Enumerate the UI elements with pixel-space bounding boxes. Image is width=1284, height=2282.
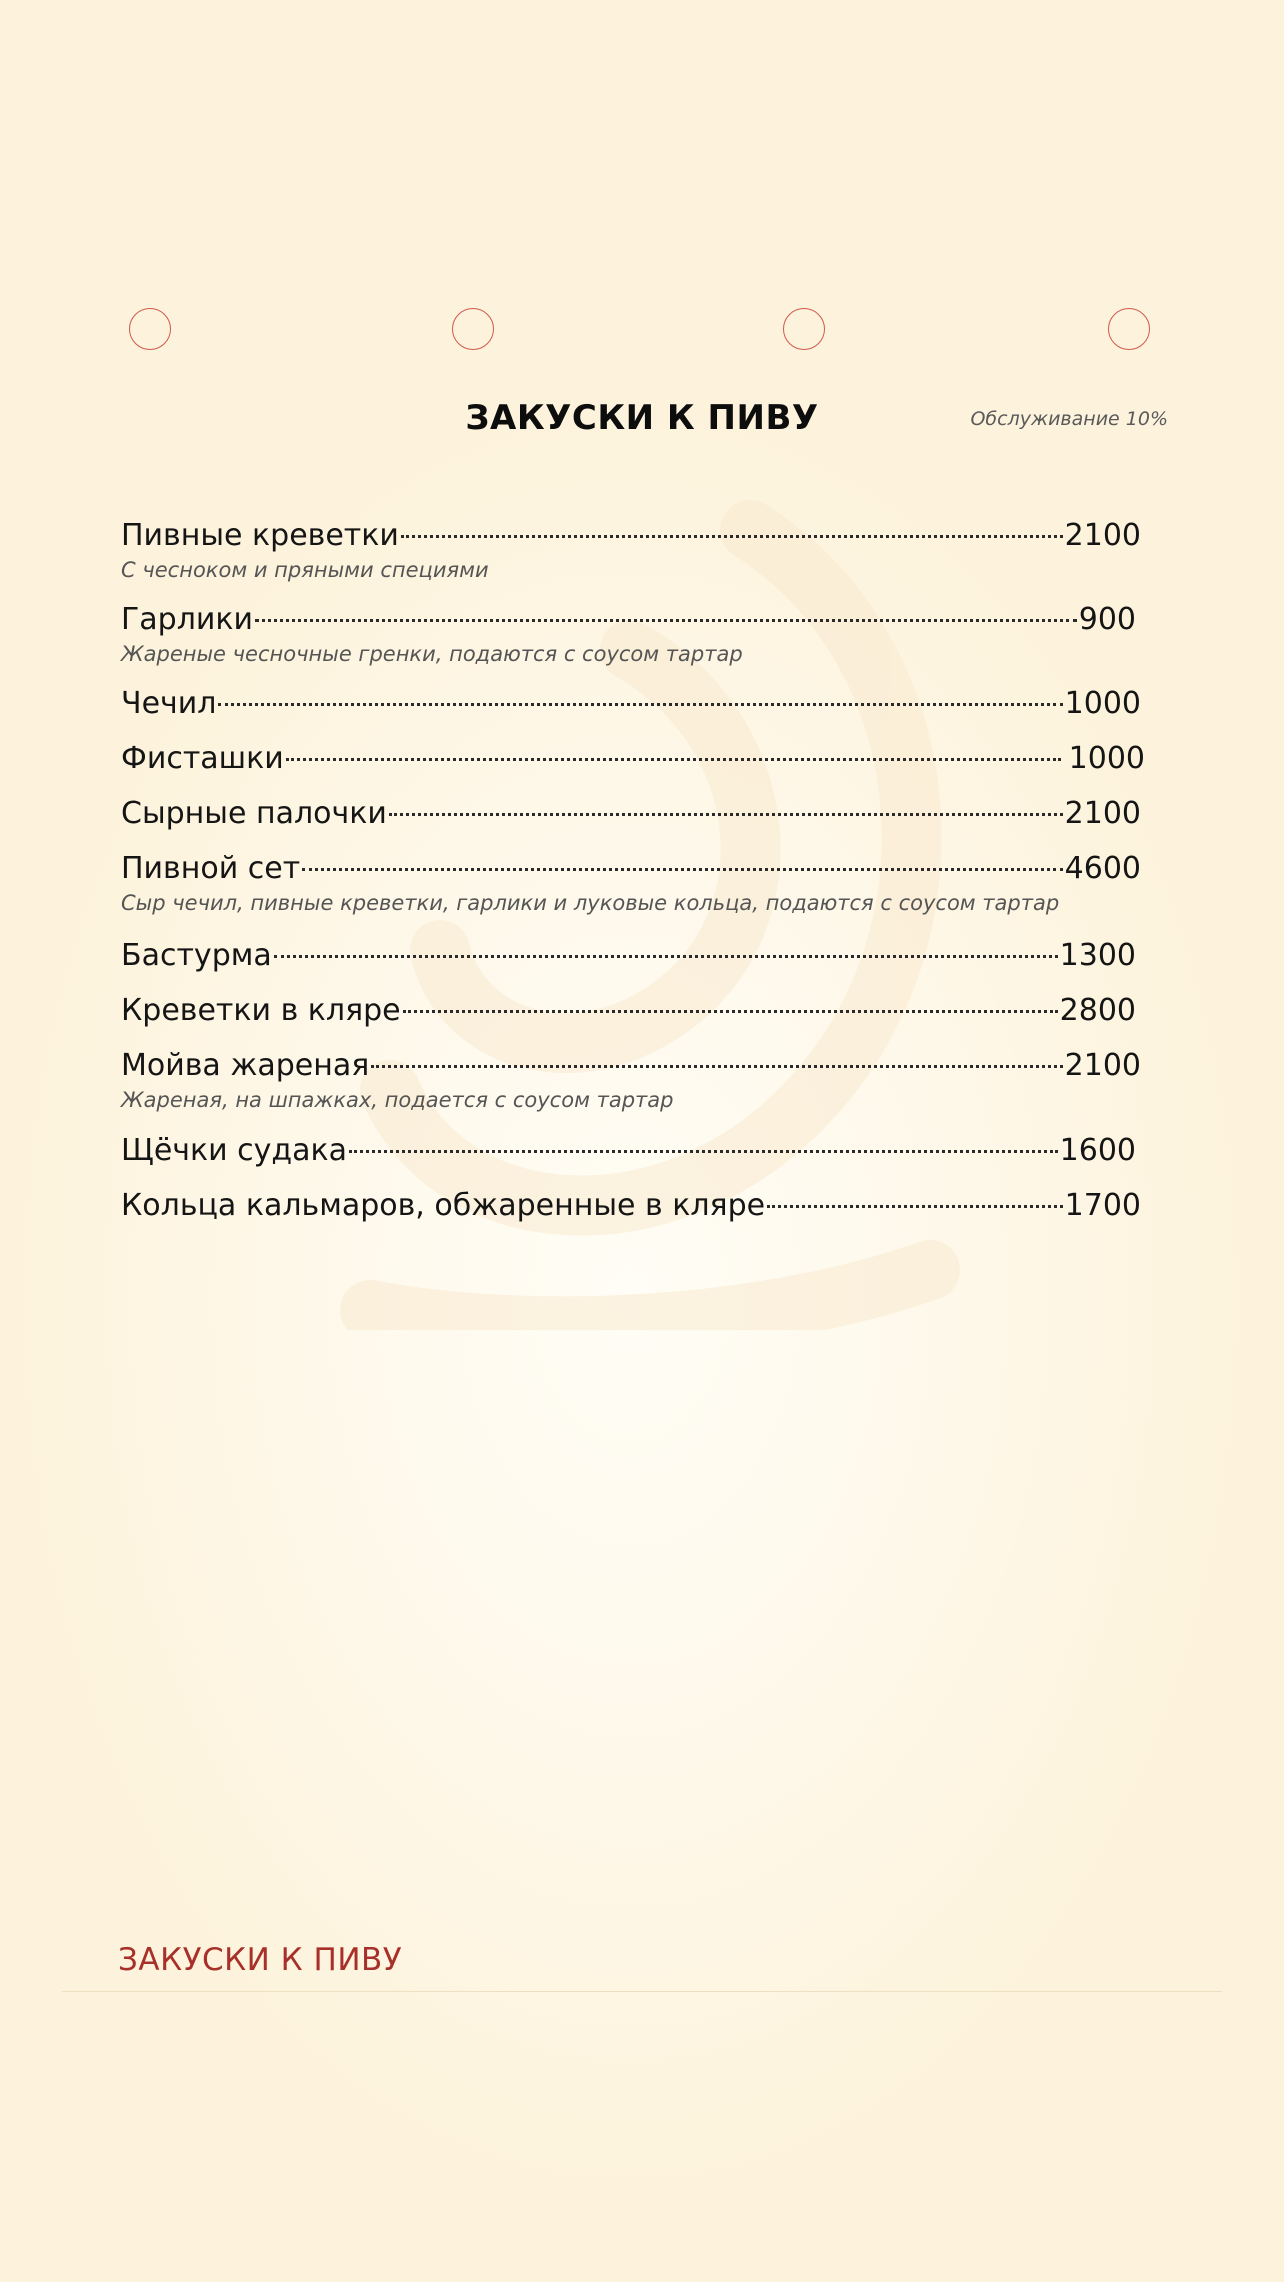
menu-item-price: 900	[1078, 602, 1136, 637]
menu-item-price: 4600	[1064, 851, 1141, 886]
menu-item	[121, 993, 1141, 1033]
menu-item	[121, 1133, 1141, 1173]
menu-item-name: Пивной сет	[121, 851, 301, 886]
menu-item	[121, 518, 1141, 582]
page-title: ЗАКУСКИ К ПИВУ	[465, 398, 819, 438]
menu-item-price: 1300	[1059, 938, 1136, 973]
menu-item	[121, 1048, 1141, 1112]
dot-leader	[255, 619, 1077, 622]
dot-leader	[401, 535, 1063, 538]
menu-item	[121, 602, 1141, 666]
punch-hole	[783, 308, 825, 350]
footer-divider	[62, 1991, 1222, 1992]
menu-item-price: 1700	[1064, 1188, 1141, 1223]
menu-item-price: 2100	[1064, 518, 1141, 553]
menu-item	[121, 938, 1141, 978]
menu-item-name: Пивные креветки	[121, 518, 399, 553]
menu-item	[121, 851, 1141, 915]
dot-leader	[767, 1205, 1063, 1208]
punch-holes	[0, 0, 1284, 400]
dot-leader	[286, 758, 1061, 761]
dot-leader	[403, 1010, 1058, 1013]
menu-item	[121, 1188, 1141, 1228]
menu-item-description: С чесноком и пряными специями	[121, 558, 489, 582]
menu-item-description: Жареные чесночные гренки, подаются с соусом тартар	[121, 642, 743, 666]
menu-item-price: 1000	[1068, 741, 1145, 776]
menu-item-price: 1000	[1064, 686, 1141, 721]
footer-section-title: ЗАКУСКИ К ПИВУ	[118, 1942, 403, 1978]
punch-hole	[452, 308, 494, 350]
dot-leader	[274, 955, 1058, 958]
dot-leader	[389, 813, 1063, 816]
dot-leader	[218, 703, 1062, 706]
menu-item-name: Бастурма	[121, 938, 272, 973]
menu-item-description: Жареная, на шпажках, подается с соусом тартар	[121, 1088, 674, 1112]
menu-item	[121, 796, 1141, 836]
menu-item-name: Фисташки	[121, 741, 284, 776]
dot-leader	[349, 1150, 1058, 1153]
menu-item-name: Мойва жареная	[121, 1048, 370, 1083]
menu-item-name: Кольца кальмаров, обжаренные в кляре	[121, 1188, 766, 1223]
menu-item-description: Сыр чечил, пивные креветки, гарлики и луковые кольца, подаются с соусом тартар	[121, 891, 1060, 915]
menu-item-price: 1600	[1059, 1133, 1136, 1168]
punch-hole	[1108, 308, 1150, 350]
dot-leader	[302, 868, 1062, 871]
service-charge-note: Обслуживание 10%	[970, 408, 1168, 430]
menu-item-name: Креветки в кляре	[121, 993, 401, 1028]
menu-item-name: Сырные палочки	[121, 796, 387, 831]
menu-item-price: 2100	[1064, 796, 1141, 831]
menu-item-name: Щёчки судака	[121, 1133, 348, 1168]
menu-item	[121, 686, 1141, 726]
punch-hole	[129, 308, 171, 350]
dot-leader	[371, 1065, 1062, 1068]
menu-item	[121, 741, 1145, 781]
menu-item-price: 2800	[1059, 993, 1136, 1028]
menu-item-name: Чечил	[121, 686, 217, 721]
menu-item-price: 2100	[1064, 1048, 1141, 1083]
menu-item-name: Гарлики	[121, 602, 254, 637]
